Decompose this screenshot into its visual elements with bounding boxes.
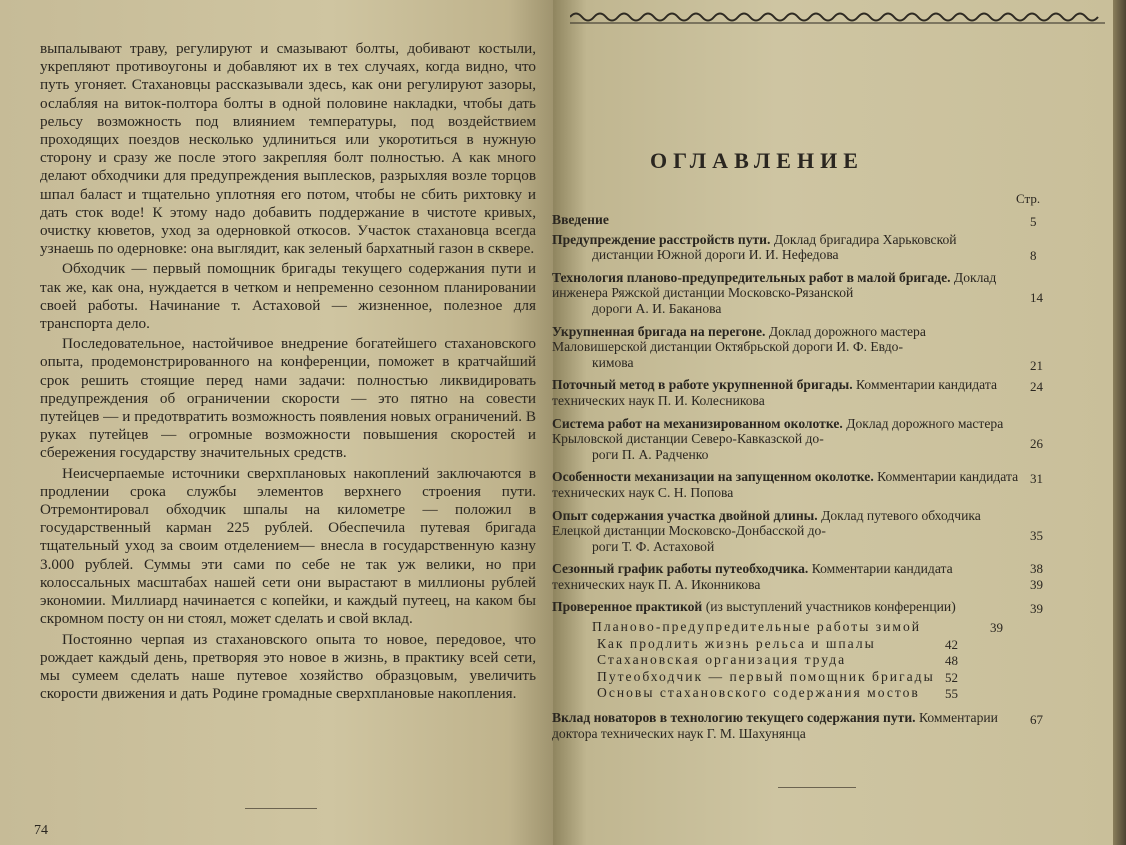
toc-subsection: [552, 669, 1020, 686]
toc-entry-text: Комментарии кандидата технических наук П. И. Колесникова: [552, 377, 998, 408]
toc-entry: [552, 269, 1043, 317]
toc-entry-text: Комментарии доктора технических наук Г. М. Шахунянца: [552, 710, 998, 741]
paragraph: Обходчик — первый помощник бригады текущего содержания пути и так же, как она, нуждается в четком и непременно сезонном планировании своей работы. Начинание т. Астаховой — жизненное, полезное для транспорта дело.: [40, 260, 536, 333]
toc-page-number: 42: [945, 636, 958, 652]
toc-subsection-text: Стахановская организация труда: [597, 652, 847, 668]
divider: [778, 787, 856, 788]
toc-page-number: 26: [1030, 435, 1043, 451]
toc-entry-text: Доклад дорожного мастера Крыловской дистанции Северо-Кавказской до-: [552, 415, 1004, 447]
page-column-label: Стр.: [1016, 191, 1041, 206]
toc-entry: [552, 377, 1043, 408]
paragraph: Постоянно черпая из стахановского опыта то новое, передовое, что рождает каждый день, претворяя это новое в жизнь, в практику всей сети, мы сумеем сделать наше путевое хозяйство образцовым, увеличить скорости движения и дать Родине громадные сверхплановые накопления.: [40, 630, 536, 703]
toc-entry-text: Комментарии кандидата технических наук П. А. Иконникова: [552, 561, 953, 592]
toc-subsection-text: Основы стахановского содержания мостов: [597, 685, 920, 701]
toc-page-number: 5: [1030, 214, 1037, 229]
table-of-contents: [552, 212, 1043, 748]
toc-entry: [552, 507, 1043, 555]
toc-subsection: [552, 636, 1020, 653]
toc-entry-line2: роги Т. Ф. Астаховой: [592, 538, 715, 554]
toc-entry: [552, 469, 1043, 500]
toc-entry-text: Доклад инженера Ряжской дистанции Московско-Рязанской: [552, 269, 997, 301]
toc-entry: [552, 212, 1037, 229]
toc-entry-head: Технология планово-предупредительных работ в малой бригаде.: [552, 269, 951, 285]
left-page: [0, 0, 553, 845]
toc-entry-line2: роги П. А. Радченко: [592, 446, 709, 462]
toc-subsection-text: Путеобходчик — первый помощник бригады: [597, 668, 935, 684]
toc-page-number: 38: [1030, 561, 1043, 577]
page-number: 74: [34, 823, 48, 838]
toc-entry-text: (из выступлений участников конференции): [705, 599, 956, 615]
paragraph: Последовательное, настойчивое внедрение богатейшего стахановского опыта, продемонстрированного на конференции, поможет в кратчайший срок решить стоящие перед нами задачи: полностью ликвидировать предупреждения об ограничении скорости — это пятно на совести путейцев — и предотвратить возможность появления новых ограничений. В руках путейцев — огромные возможности повышения скоростей и сбережения государству значительных средств.: [40, 335, 536, 462]
toc-entry-head: Опыт содержания участка двойной длины.: [552, 507, 818, 523]
toc-entry-text: Доклад бригадира Харьковской: [773, 231, 957, 247]
toc-subsection-text: Планово-предупредительные работы зимой: [592, 619, 922, 635]
toc-page-number: 14: [1030, 289, 1043, 305]
toc-entry-head: Предупреждение расстройств пути.: [552, 231, 771, 247]
toc-entry-head: Поточный метод в работе укрупненной бригады.: [552, 377, 853, 393]
toc-page-number: 31: [1030, 471, 1043, 487]
toc-entry-head: Укрупненная бригада на перегоне.: [552, 323, 766, 339]
toc-entry-head: Вклад новаторов в технологию текущего содержания пути.: [552, 710, 916, 726]
toc-entry: [552, 231, 1037, 263]
divider: [245, 808, 317, 809]
toc-entry: [552, 599, 1043, 617]
toc-page-number: 35: [1030, 527, 1043, 543]
toc-page-number: 55: [945, 686, 958, 702]
toc-entry: [552, 415, 1043, 463]
toc-subsection: [552, 652, 1020, 669]
ornament-border: [570, 8, 1105, 26]
toc-subsection: [552, 685, 1020, 702]
toc-entry-text: Доклад дорожного мастера Маловишерской дистанции Октябрьской дороги И. Ф. Евдо-: [552, 323, 926, 355]
toc-entry-text: Комментарии кандидата технических наук С. Н. Попова: [552, 469, 1019, 500]
toc-page-number: 67: [1030, 712, 1043, 728]
toc-subsection-text: Как продлить жизнь рельса и шпалы: [597, 635, 876, 651]
body-text: [40, 40, 536, 705]
paragraph: выпалывают траву, регулируют и смазывают болты, добивают костыли, укрепляют противоугоны и добавляют их в тех случаях, когда видно, что путь угоняет. Стахановцы рассказывали здесь, как они регулируют зазоры, ослабляя на виток-полтора болты в одной половине накладки, чтобы дать рельсу возможность под влиянием температуры, под воздействием проходящих поездов несколько удлиниться или укоротиться в нужную сторону и сразу же после этого закрепляя болт полностью. А как много делают обходчики для предупреждения выплесков, разрыхляя возле торцов шпал баласт и тщательно уплотняя его потом, чтобы не сбить рихтовку и дать сток воде! К этому надо добавить поддержание в чистоте кривых, очистку кюветов, уход за одерновкой откосов. Участок стахановца всегда узнаешь по одерновке: она выглядит, как зеленый бархатный газон в сквере.: [40, 40, 536, 258]
toc-entry-head: Проверенное практикой: [552, 599, 703, 615]
toc-page-number: 39: [1030, 601, 1043, 617]
toc-page-number: 48: [945, 653, 958, 669]
toc-page-number: 39: [1030, 577, 1043, 593]
toc-entry-text: Доклад путевого обходчика Елецкой дистанции Московско-Донбасской до-: [552, 507, 981, 539]
paragraph: Неисчерпаемые источники сверхплановых накоплений заключаются в продлении срока службы элементов верхнего строения пути. Отремонтировал обходчик шпалы на километре — положил в государственный карман 225 рублей. Обеспечила путевая бригада тщательный уход за своим отделением— внесла в государственную казну 3.000 рублей. Суммы эти сами по себе не так уж велики, но при колоссальных масштабах нашей сети они вырастают в миллионы рублей экономии. Миллиард начинается с копейки, и каждый путеец, на каком бы скромном посту он ни стоял, может сделать и свой вклад.: [40, 464, 536, 628]
toc-entry-head: Сезонный график работы путеобходчика.: [552, 561, 809, 577]
toc-entry-head: Введение: [552, 212, 609, 227]
toc-page-number: 24: [1030, 379, 1043, 395]
toc-entry-head: Система работ на механизированном околотке.: [552, 415, 843, 431]
toc-page-number: 8: [1030, 247, 1037, 263]
toc-entry: [552, 561, 1043, 593]
toc-entry-line2: кимова: [592, 354, 634, 370]
toc-entry-line2: дистанции Южной дороги И. И. Нефедова: [592, 247, 839, 263]
page-edge: [1113, 0, 1126, 845]
toc-entry-line2: дороги А. И. Баканова: [592, 300, 722, 316]
toc-entry: [552, 323, 1043, 373]
toc-subsection: [552, 619, 1020, 636]
toc-page-number: 39: [990, 620, 1003, 636]
toc-page-number: 21: [1030, 357, 1043, 373]
toc-page-number: 52: [945, 669, 958, 685]
toc-entry: [552, 710, 1043, 741]
toc-entry-head: Особенности механизации на запущенном околотке.: [552, 469, 874, 485]
toc-title: ОГЛАВЛЕНИЕ: [650, 148, 864, 173]
